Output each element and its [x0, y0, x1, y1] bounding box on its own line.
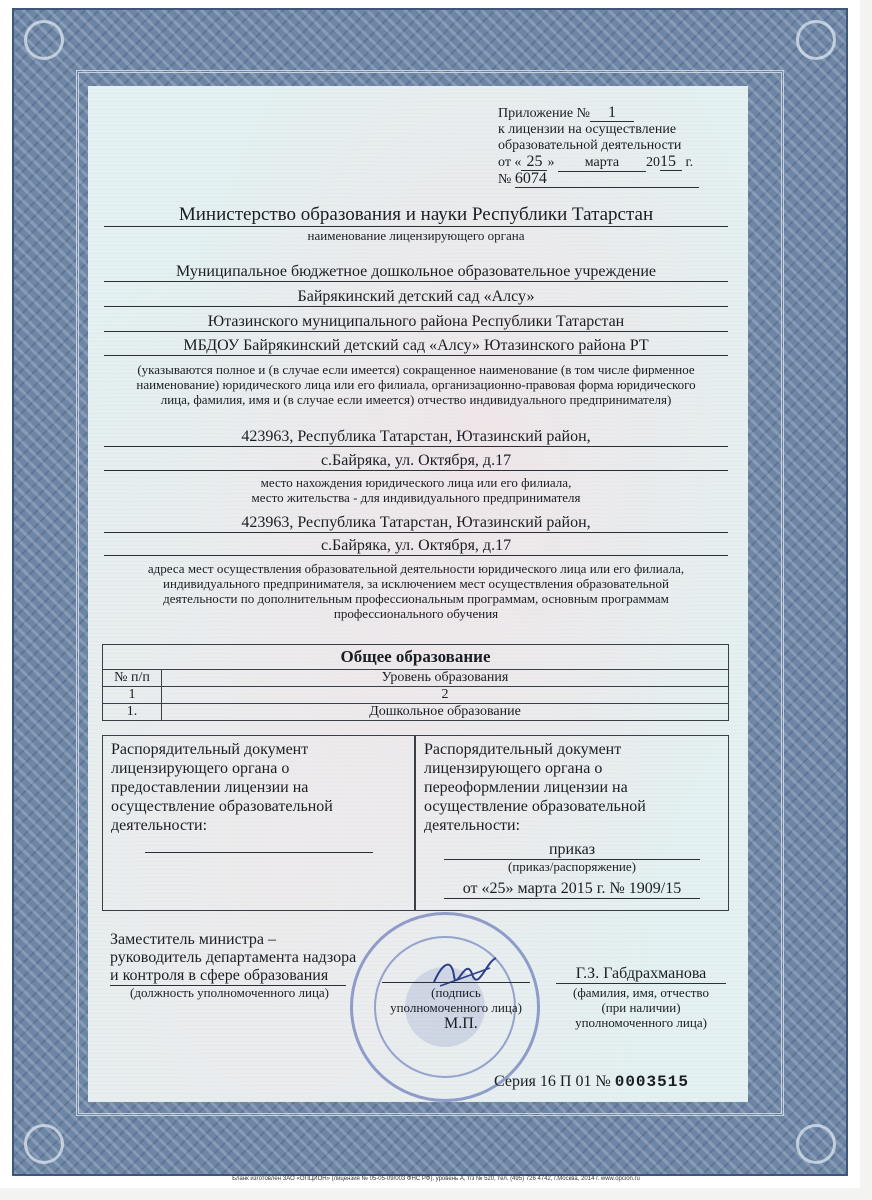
- corner-ornament-icon: [796, 20, 836, 60]
- table-title: Общее образование: [103, 645, 729, 670]
- printer-footer: Бланк изготовлен ЗАО «ОПЦИОН» (лицензия № 05-05-09/003 ФНС РФ), уровень А, т/з № 520, тел. (495) 726 4742, г.Москва, 2014 г. www.opcion.ru: [232, 1176, 640, 1182]
- activity-address-caption: [104, 561, 728, 621]
- authority-name: Министерство образования и науки Республики Татарстан: [104, 204, 728, 227]
- appendix-year-prefix: 20: [645, 155, 660, 170]
- appendix-label: Приложение №: [498, 106, 590, 121]
- activity-address-line: 423963, Республика Татарстан, Ютазинский район,: [104, 513, 728, 533]
- box-line: осуществление образовательной: [424, 798, 646, 815]
- box-line: предоставлении лицензии на: [111, 779, 309, 796]
- licensee-line: Муниципальное бюджетное дошкольное образовательное учреждение: [104, 262, 728, 282]
- box-line: Распорядительный документ: [111, 741, 309, 758]
- table-header-row: [103, 670, 729, 687]
- activity-address-line: с.Байряка, ул. Октября, д.17: [104, 536, 728, 556]
- authority-caption: наименование лицензирующего органа: [307, 228, 525, 243]
- caption-line: (подпись: [431, 985, 481, 1000]
- appendix-line2: образовательной деятельности: [498, 138, 682, 153]
- caption-line: лица, фамилия, имя и (в случае если имеется) отчество индивидуального предпринимателя): [160, 392, 672, 407]
- series-no-label: №: [595, 1073, 611, 1090]
- grant-decision-box: [102, 735, 415, 911]
- table-cell: 1: [103, 687, 162, 704]
- reissue-doc-type: приказ: [444, 840, 700, 860]
- table-index-row: [103, 687, 729, 704]
- signature-caption: [382, 985, 530, 1015]
- table-cell: 2: [162, 687, 729, 704]
- grant-decision-text: [111, 740, 333, 835]
- appendix-year-suffix: 15: [660, 153, 682, 171]
- caption-line: место нахождения юридического лица или его филиала,: [260, 475, 572, 490]
- appendix-line1: к лицензии на осуществление: [498, 122, 677, 137]
- box-line: Распорядительный документ: [424, 741, 622, 758]
- caption-line: (указываются полное и (в случае если имеется) сокращенное наименование (в том числе фирменное: [137, 362, 695, 377]
- licensee-caption: [104, 362, 728, 407]
- blank-series: [494, 1072, 689, 1092]
- column-header: № п/п: [103, 670, 162, 687]
- signer-name: Г.З. Габдрахманова: [556, 964, 726, 984]
- education-table: [102, 644, 729, 721]
- date-close-quote: »: [547, 155, 555, 170]
- licensee-line: Байрякинский детский сад «Алсу»: [104, 287, 728, 307]
- box-line: деятельности:: [424, 817, 521, 834]
- license-no-label: №: [498, 172, 512, 187]
- box-line: переоформлении лицензии на: [424, 779, 628, 796]
- caption-line: уполномоченного лица): [575, 1015, 707, 1030]
- signer-position-caption: (должность уполномоченного лица): [130, 985, 330, 1000]
- box-line: лицензирующего органа о: [111, 760, 290, 777]
- caption-line: деятельности по дополнительным профессиональным программам, основным программам: [163, 591, 669, 606]
- reissue-decision-text: [424, 740, 646, 835]
- appendix-day: 25: [521, 153, 547, 171]
- position-line: руководитель департамента надзора: [110, 949, 357, 966]
- series-code: 16 П 01: [539, 1073, 592, 1090]
- appendix-label-line: [498, 104, 634, 122]
- column-header: Уровень образования: [162, 670, 729, 687]
- caption-line: индивидуального предпринимателя, за исключением мест осуществления образовательной: [163, 576, 669, 591]
- signer-name-caption: [556, 985, 726, 1030]
- licensee-line: Ютазинского муниципального района Республики Татарстан: [104, 312, 728, 332]
- reissue-doc-reference: от «25» марта 2015 г. № 1909/15: [444, 879, 700, 899]
- corner-ornament-icon: [24, 20, 64, 60]
- series-number: 0003515: [614, 1073, 689, 1091]
- reissue-doc-type-caption: (приказ/распоряжение): [508, 859, 636, 874]
- table-title-row: [103, 645, 729, 670]
- series-label: Серия: [494, 1073, 536, 1090]
- signature-line: [382, 982, 530, 983]
- table-cell: Дошкольное образование: [162, 704, 729, 721]
- appendix-month: марта: [558, 154, 646, 172]
- grant-decision-blank-line: [145, 852, 373, 853]
- caption-line: наименование) юридического лица или его филиала, организационно-правовая форма юридического: [136, 377, 696, 392]
- caption-line: (фамилия, имя, отчество: [573, 985, 709, 1000]
- caption-line: уполномоченного лица): [390, 1000, 522, 1015]
- box-line: лицензирующего органа о: [424, 760, 603, 777]
- location-caption: [104, 475, 728, 505]
- signer-position: [110, 931, 356, 986]
- caption-line: профессионального обучения: [333, 606, 499, 621]
- caption-line: место жительства - для индивидуального предпринимателя: [251, 490, 581, 505]
- license-number: 6074: [515, 170, 699, 188]
- licensee-short-name: МБДОУ Байрякинский детский сад «Алсу» Ютазинского района РТ: [104, 336, 728, 356]
- table-cell: 1.: [103, 704, 162, 721]
- caption-line: адреса мест осуществления образовательной деятельности юридического лица или его филиала,: [147, 561, 685, 576]
- box-line: осуществление образовательной: [111, 798, 333, 815]
- position-line: Заместитель министра –: [110, 931, 276, 948]
- location-line: 423963, Республика Татарстан, Ютазинский район,: [104, 427, 728, 447]
- reissue-decision-box: [415, 735, 729, 911]
- position-line: и контроля в сфере образования: [110, 967, 346, 986]
- seal-place-mark: М.П.: [444, 1015, 478, 1032]
- appendix-year-unit: г.: [685, 155, 694, 170]
- corner-ornament-icon: [796, 1124, 836, 1164]
- box-line: деятельности:: [111, 817, 208, 834]
- location-line: с.Байряка, ул. Октября, д.17: [104, 451, 728, 471]
- caption-line: (при наличии): [601, 1000, 681, 1015]
- table-row: [103, 704, 729, 721]
- appendix-license-number-line: [498, 170, 710, 188]
- corner-ornament-icon: [24, 1124, 64, 1164]
- appendix-number: 1: [590, 104, 634, 122]
- date-open-quote: от «: [498, 155, 522, 170]
